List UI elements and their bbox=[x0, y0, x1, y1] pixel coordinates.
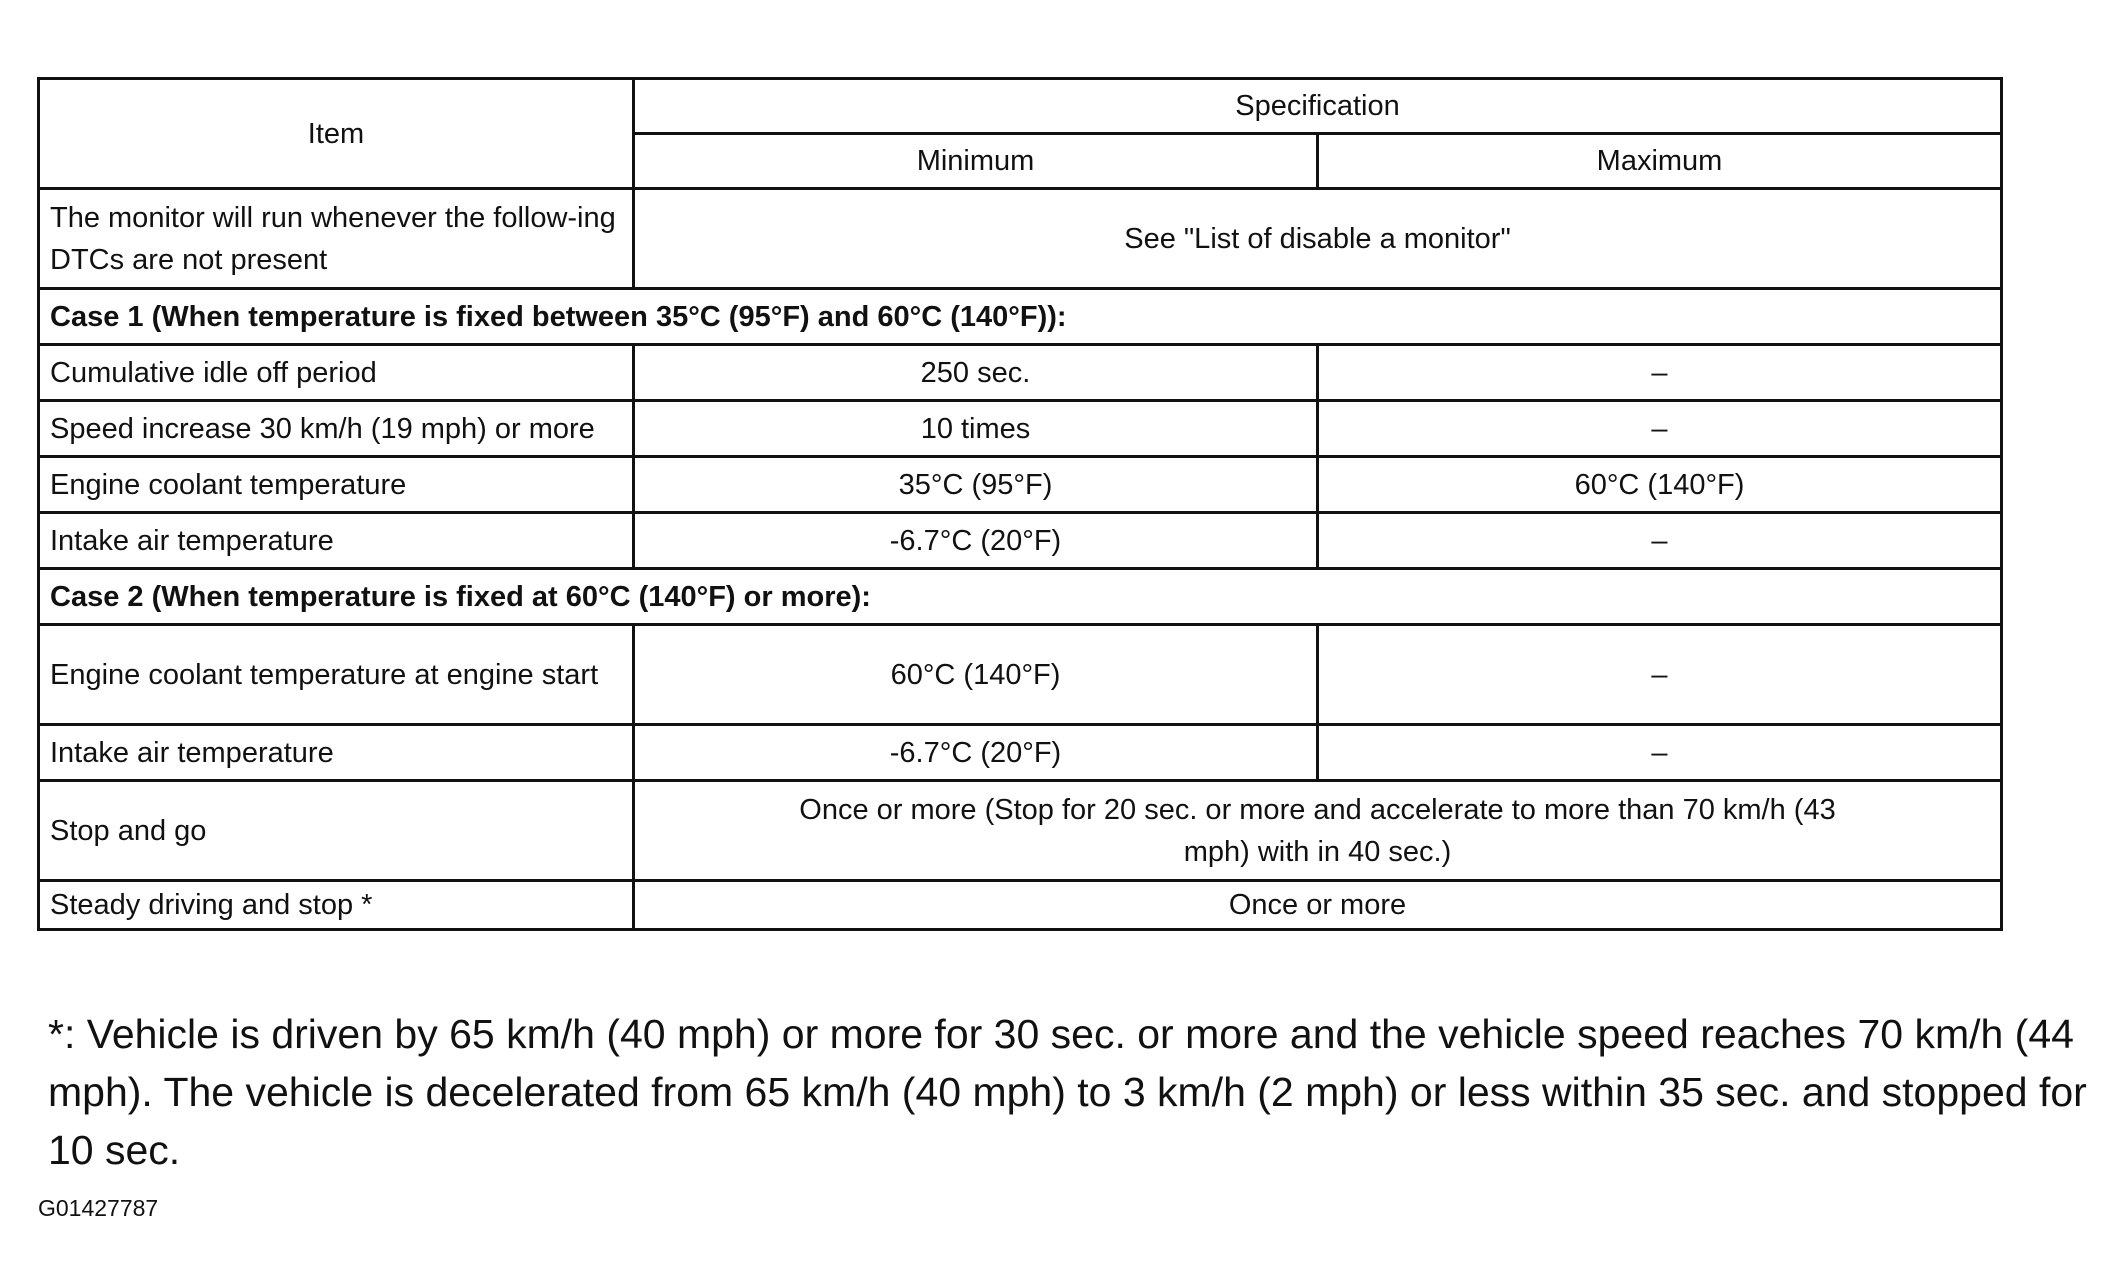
table-row bbox=[39, 345, 2002, 401]
stop-and-go-value: Once or more (Stop for 20 sec. or more and accelerate to more than 70 km/h (43 mph) with in 40 sec.) bbox=[634, 781, 2002, 881]
case2-title: Case 2 (When temperature is fixed at 60°C (140°F) or more): bbox=[39, 569, 2002, 625]
row-item: Engine coolant temperature bbox=[39, 457, 634, 513]
header-specification: Specification bbox=[634, 79, 2002, 134]
row-min: -6.7°C (20°F) bbox=[634, 513, 1318, 569]
steady-item: Steady driving and stop * bbox=[39, 881, 634, 930]
row-min: 60°C (140°F) bbox=[634, 625, 1318, 725]
row-min: 35°C (95°F) bbox=[634, 457, 1318, 513]
table-row-steady-driving bbox=[39, 881, 2002, 930]
table-header-row bbox=[39, 79, 2002, 134]
row-max: – bbox=[1318, 725, 2002, 781]
row-min: 250 sec. bbox=[634, 345, 1318, 401]
stop-and-go-item: Stop and go bbox=[39, 781, 634, 881]
specification-table bbox=[37, 77, 2003, 931]
case2-heading-row bbox=[39, 569, 2002, 625]
header-minimum: Minimum bbox=[634, 134, 1318, 189]
row-item: Cumulative idle off period bbox=[39, 345, 634, 401]
table-row bbox=[39, 725, 2002, 781]
header-item: Item bbox=[39, 79, 634, 189]
footnote: *: Vehicle is driven by 65 km/h (40 mph) or more for 30 sec. or more and the vehicle speed reaches 70 km/h (44 mph). The vehicle is decelerated from 65 km/h (40 mph) to 3 km/h (2 mph) or less within 35 sec. and stopped for 10 sec. bbox=[48, 1011, 2087, 1173]
row-min: -6.7°C (20°F) bbox=[634, 725, 1318, 781]
header-maximum: Maximum bbox=[1318, 134, 2002, 189]
row-max: – bbox=[1318, 401, 2002, 457]
table-row-dtc bbox=[39, 189, 2002, 289]
case1-title: Case 1 (When temperature is fixed between 35°C (95°F) and 60°C (140°F)): bbox=[39, 289, 2002, 345]
row-max: – bbox=[1318, 625, 2002, 725]
case1-heading-row bbox=[39, 289, 2002, 345]
table-row-stop-and-go bbox=[39, 781, 2002, 881]
row-item: Intake air temperature bbox=[39, 513, 634, 569]
table-row bbox=[39, 625, 2002, 725]
table-row bbox=[39, 513, 2002, 569]
row-item: Speed increase 30 km/h (19 mph) or more bbox=[39, 401, 634, 457]
dtc-item: The monitor will run whenever the follow-ing DTCs are not present bbox=[39, 189, 634, 289]
row-min: 10 times bbox=[634, 401, 1318, 457]
table-row bbox=[39, 401, 2002, 457]
row-item: Intake air temperature bbox=[39, 725, 634, 781]
steady-value: Once or more bbox=[634, 881, 2002, 930]
row-max: – bbox=[1318, 513, 2002, 569]
dtc-value: See "List of disable a monitor" bbox=[634, 189, 2002, 289]
table-row bbox=[39, 457, 2002, 513]
figure-id: G01427787 bbox=[38, 1195, 159, 1221]
row-max: 60°C (140°F) bbox=[1318, 457, 2002, 513]
row-max: – bbox=[1318, 345, 2002, 401]
row-item: Engine coolant temperature at engine start bbox=[39, 625, 634, 725]
